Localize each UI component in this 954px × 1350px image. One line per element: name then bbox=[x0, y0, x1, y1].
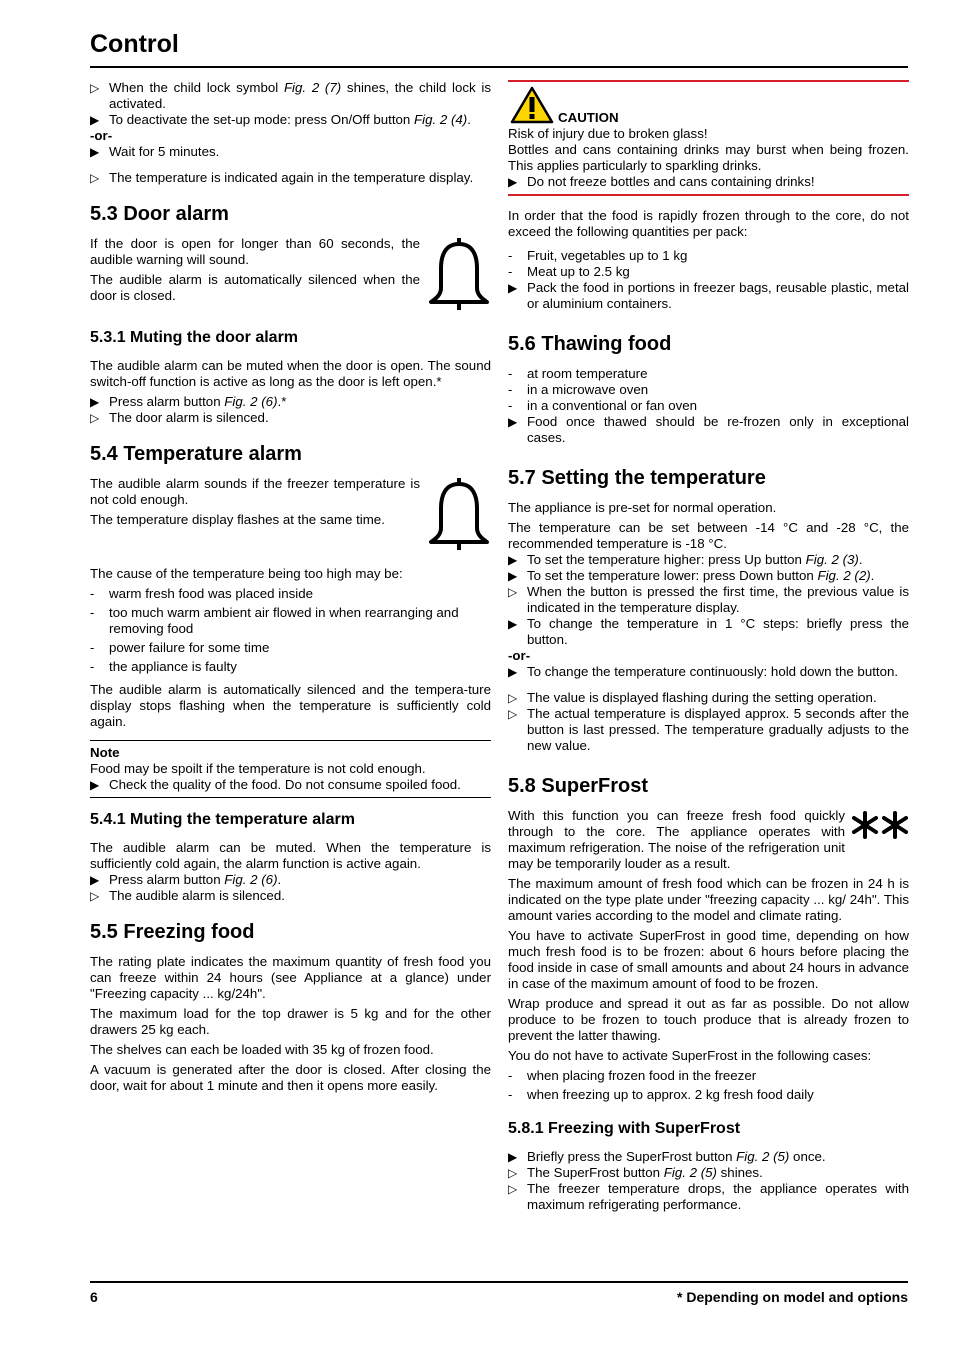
step-marker: ▶ bbox=[508, 175, 518, 189]
figure-ref: Fig. 2 (3) bbox=[805, 552, 859, 567]
figure-ref: Fig. 2 (4) bbox=[414, 112, 468, 127]
list-item: - in a conventional or fan oven bbox=[508, 398, 698, 413]
step-marker: ▶ bbox=[508, 617, 518, 631]
outcome-marker: ▷ bbox=[508, 1182, 518, 1196]
paragraph: You do not have to activate SuperFrost in the following cases: bbox=[508, 1048, 872, 1063]
list-item: ▷ The temperature is indicated again in the temperature display. bbox=[90, 170, 474, 185]
paragraph: The audible alarm can be muted. When the temperature is sufficiently cold again, the alarm function is active again. bbox=[90, 840, 491, 871]
list-item: - in a microwave oven bbox=[508, 382, 649, 397]
bell-icon bbox=[427, 476, 491, 552]
step-marker: ▶ bbox=[90, 778, 100, 792]
paragraph: In order that the food is rapidly frozen through to the core, do not exceed the following quantities per pack: bbox=[508, 208, 909, 239]
list-item: ▷ The freezer temperature drops, the appliance operates with maximum refrigerating performance. bbox=[508, 1181, 909, 1212]
list-item: ▶ To deactivate the set-up mode: press On/Off button Fig. 2 (4). bbox=[90, 112, 471, 127]
figure-ref: Fig. 2 (5) bbox=[736, 1149, 790, 1164]
list-item: ▶ Food once thawed should be re-frozen only in exceptional cases. bbox=[508, 414, 909, 445]
outcome-marker: ▷ bbox=[508, 707, 518, 721]
step-marker: ▶ bbox=[90, 395, 100, 409]
list-item: - Fruit, vegetables up to 1 kg bbox=[508, 248, 688, 263]
outcome-marker: ▷ bbox=[90, 889, 100, 903]
left-column bbox=[90, 80, 491, 1098]
or-separator: -or- bbox=[508, 648, 531, 663]
list-item: ▶ Check the quality of the food. Do not consume spoiled food. bbox=[90, 777, 461, 792]
caution-text: Bottles and cans containing drinks may burst when being frozen. This applies particularly to sparkling drinks. bbox=[508, 142, 909, 173]
list-item: - at room temperature bbox=[508, 366, 648, 381]
list-item: - power failure for some time bbox=[90, 640, 270, 655]
subsection-heading: 5.4.1 Muting the temperature alarm bbox=[90, 811, 355, 828]
subsection-heading: 5.3.1 Muting the door alarm bbox=[90, 329, 299, 346]
right-column bbox=[508, 80, 909, 1213]
bell-icon bbox=[427, 236, 491, 312]
list-item: ▶ Briefly press the SuperFrost button Fig. 2 (5) once. bbox=[508, 1149, 826, 1164]
paragraph: Wrap produce and spread it out as far as possible. Do not allow produce to be frozen to touch produce that is already frozen to prevent the latter thawing. bbox=[508, 996, 909, 1043]
step-marker: ▶ bbox=[508, 665, 518, 679]
footer-note: * Depending on model and options bbox=[677, 1289, 908, 1305]
paragraph: You have to activate SuperFrost in good time, depending on how much fresh food is to be frozen: about 6 hours before placing the food inside in case of small amounts and about 24 hours in advance in case of the maximum amount of food to be frozen. bbox=[508, 928, 909, 991]
caution-line: Risk of injury due to broken glass! bbox=[508, 126, 708, 141]
section-heading: 5.4 Temperature alarm bbox=[90, 443, 302, 465]
list-item: ▶ To set the temperature higher: press Up button Fig. 2 (3). bbox=[508, 552, 863, 567]
paragraph: The audible alarm can be muted when the door is open. The sound switch-off function is active as long as the door is left open.* bbox=[90, 358, 491, 389]
outcome-marker: ▷ bbox=[508, 1166, 518, 1180]
paragraph: The temperature can be set between -14 °C and -28 °C, the recommended temperature is -18 °C. bbox=[508, 520, 909, 551]
section-heading: 5.8 SuperFrost bbox=[508, 775, 649, 797]
step-marker: ▶ bbox=[508, 415, 518, 429]
step-marker: ▶ bbox=[508, 553, 518, 567]
list-item: - warm fresh food was placed inside bbox=[90, 586, 313, 601]
paragraph: A vacuum is generated after the door is closed. After closing the door, wait for about 1 minute and then it opens more easily. bbox=[90, 1062, 491, 1093]
list-item: ▶ To change the temperature continuously: hold down the button. bbox=[508, 664, 899, 679]
paragraph: The maximum load for the top drawer is 5 kg and for the other drawers 25 kg each. bbox=[90, 1006, 491, 1037]
section-heading: 5.7 Setting the temperature bbox=[508, 467, 766, 489]
step-marker: ▶ bbox=[90, 873, 100, 887]
paragraph: The audible alarm sounds if the freezer temperature is not cold enough. bbox=[90, 476, 420, 507]
note-label: Note bbox=[90, 745, 120, 760]
list-item: ▷ The audible alarm is silenced. bbox=[90, 888, 285, 903]
paragraph: The shelves can each be loaded with 35 kg of frozen food. bbox=[90, 1042, 434, 1057]
figure-ref: Fig. 2 (7) bbox=[283, 80, 342, 95]
outcome-marker: ▷ bbox=[508, 585, 518, 599]
paragraph: The maximum amount of fresh food which can be frozen in 24 h is indicated on the type plate under "freezing capacity ... kg/ 24h". This amount varies according to the model and climate rating. bbox=[508, 876, 909, 923]
warning-icon bbox=[510, 86, 554, 124]
step-marker: ▶ bbox=[508, 1150, 518, 1164]
paragraph: The rating plate indicates the maximum quantity of fresh food you can freeze within 24 hours (see Appliance at a glance) under "Freezing capacity ... kg/24h". bbox=[90, 954, 491, 1001]
list-item: ▷ When the button is pressed the first time, the previous value is indicated in the temperature display. bbox=[508, 584, 909, 615]
outcome-marker: ▷ bbox=[90, 81, 100, 95]
header-rule bbox=[90, 66, 908, 68]
footer-rule bbox=[90, 1281, 908, 1283]
step-marker: ▶ bbox=[508, 281, 518, 295]
list-item: ▷ The SuperFrost button Fig. 2 (5) shines. bbox=[508, 1165, 763, 1180]
caution-label: CAUTION bbox=[558, 110, 619, 125]
paragraph: The appliance is pre-set for normal operation. bbox=[508, 500, 777, 515]
outcome-marker: ▷ bbox=[508, 691, 518, 705]
section-heading: 5.3 Door alarm bbox=[90, 203, 229, 225]
list-item: ▶ Press alarm button Fig. 2 (6).* bbox=[90, 394, 287, 409]
section-heading: 5.5 Freezing food bbox=[90, 921, 255, 943]
page-title: Control bbox=[90, 30, 179, 58]
outcome-marker: ▷ bbox=[90, 171, 100, 185]
paragraph: If the door is open for longer than 60 seconds, the audible warning will sound. bbox=[90, 236, 420, 267]
list-item: - too much warm ambient air flowed in when rearranging and removing food bbox=[90, 605, 459, 636]
paragraph: With this function you can freeze fresh food quickly through to the core. The appliance operates with maximum refrigeration. The noise of the refrigeration unit may be temporarily louder as a result. bbox=[508, 808, 845, 871]
subsection-heading: 5.8.1 Freezing with SuperFrost bbox=[508, 1120, 741, 1137]
figure-ref: Fig. 2 (6) bbox=[224, 394, 278, 409]
list-item: ▷ The door alarm is silenced. bbox=[90, 410, 269, 425]
list-item: ▶ To change the temperature in 1 °C steps: briefly press the button. bbox=[508, 616, 909, 647]
figure-ref: Fig. 2 (6) bbox=[224, 872, 278, 887]
or-separator: -or- bbox=[90, 128, 113, 143]
paragraph: The audible alarm is automatically silenced and the tempera-ture display stops flashing when the temperature is sufficiently cold again. bbox=[90, 682, 491, 729]
page-number: 6 bbox=[90, 1289, 98, 1305]
outcome-marker: ▷ bbox=[90, 411, 100, 425]
list-item: - Meat up to 2.5 kg bbox=[508, 264, 630, 279]
list-item: - the appliance is faulty bbox=[90, 659, 237, 674]
paragraph: The cause of the temperature being too high may be: bbox=[90, 566, 403, 581]
figure-ref: Fig. 2 (2) bbox=[817, 568, 871, 583]
note-text: Food may be spoilt if the temperature is not cold enough. bbox=[90, 761, 426, 776]
list-item: ▷ When the child lock symbol Fig. 2 (7) shines, the child lock is activated. bbox=[90, 80, 492, 111]
list-item: ▶ Do not freeze bottles and cans containing drinks! bbox=[508, 174, 815, 189]
paragraph: The temperature display flashes at the same time. bbox=[90, 512, 385, 527]
list-item: ▶ Pack the food in portions in freezer bags, reusable plastic, metal or aluminium containers. bbox=[508, 280, 909, 311]
list-item: ▶ Press alarm button Fig. 2 (6). bbox=[90, 872, 282, 887]
list-item: - when placing frozen food in the freezer bbox=[508, 1068, 757, 1083]
paragraph: The audible alarm is automatically silenced when the door is closed. bbox=[90, 272, 420, 303]
figure-ref: Fig. 2 (5) bbox=[663, 1165, 717, 1180]
list-item: - when freezing up to approx. 2 kg fresh food daily bbox=[508, 1087, 814, 1102]
list-item: ▷ The actual temperature is displayed approx. 5 seconds after the button is last pressed. The temperature gradually adjusts to the new value. bbox=[508, 706, 909, 753]
section-heading: 5.6 Thawing food bbox=[508, 333, 672, 355]
step-marker: ▶ bbox=[90, 145, 100, 159]
list-item: ▷ The value is displayed flashing during the setting operation. bbox=[508, 690, 877, 705]
step-marker: ▶ bbox=[508, 569, 518, 583]
list-item: ▶ To set the temperature lower: press Down button Fig. 2 (2). bbox=[508, 568, 875, 583]
superfrost-icon bbox=[851, 810, 909, 840]
list-item: ▶ Wait for 5 minutes. bbox=[90, 144, 220, 159]
step-marker: ▶ bbox=[90, 113, 100, 127]
